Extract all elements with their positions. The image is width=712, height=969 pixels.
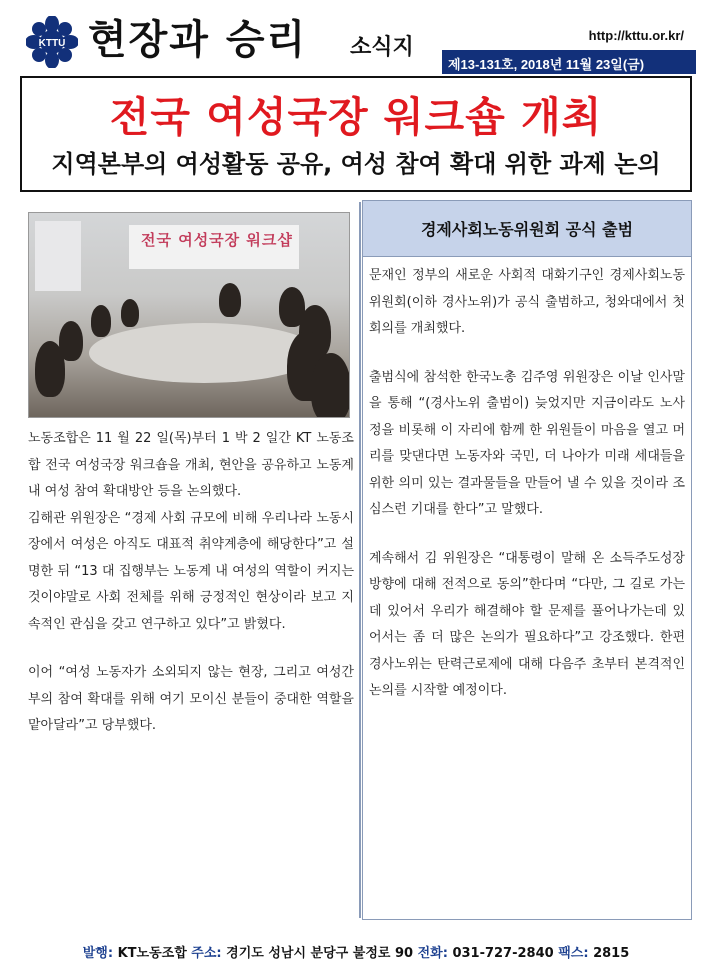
meeting-table [89,323,319,383]
issue-info: 제13-131호, 2018년 11월 23일(금) [442,50,696,74]
attendee [311,353,350,418]
article-paragraph: 계속해서 김 위원장은 “대통령이 말해 온 소득주도성장 방향에 대해 전적으로 동의”한다며 “다만, 그 길로 가는데 있어서 우리가 해결해야 할 문제를 풀어나가는데 있어서는 좀 더 많은 논의가 필요하다”고 강조했다. 한편 경사노위는 탄력근로제에 대해 다음주 초부터 본격적인 논의를 시작할 예정이다. [369,550,685,698]
subheadline: 지역본부의 여성활동 공유, 여성 참여 확대 위한 과제 논의 [51,150,661,178]
svg-text:KTTU: KTTU [38,38,66,49]
kttu-logo [26,16,78,68]
address: 경기도 성남시 분당구 불정로 90 [226,946,414,961]
publisher-label: 발행: [82,946,114,961]
attendee [219,283,241,317]
fax: 2815 [593,946,630,961]
article-paragraph: 이어 “여성 노동자가 소외되지 않는 현장, 그리고 여성간부의 참여 확대를 위해 여기 모이신 분들이 중대한 역할을 맡아달라”고 당부했다. [28,665,354,733]
address-label: 주소: [191,946,222,961]
attendee [35,341,65,397]
attendee [91,305,111,337]
column-divider [359,202,361,918]
footer [0,942,712,961]
article-paragraph: 출범식에 참석한 한국노총 김주영 위원장은 이날 인사말을 통해 “(경사노위 출범이) 늦었지만 지금이라도 노사정을 비롯해 이 자리에 함께 한 위원들이 마음을 열고 머리를 맞댄다면 노동자와 국민, 더 나아가 미래 세대들을 위한 의미 있는 결과물들을 만들어 낼 수 있을 것이라 조심스런 기대를 한다”고 말했다. [369,369,685,517]
side-article-title: 경제사회노동위원회 공식 출범 [363,201,691,257]
side-article [362,200,692,920]
projector-screen [35,221,81,291]
headline: 전국 여성국장 워크숍 개최 [109,93,603,141]
fax-label: 팩스: [558,946,589,961]
phone-label: 전화: [417,946,448,961]
article-paragraph: 김해관 위원장은 “경제 사회 규모에 비해 우리나라 노동시장에서 여성은 아직도 대표적 취약계층에 해당한다”고 설명한 뒤 “13 대 집행부는 노동계 내 여성의 역할이 커지는 것이야말로 사회 전체를 위해 긍정적인 현상이라 보고 지속적인 관심을 갖고 연구하고 있다”고 밝혔다. [28,510,354,632]
headline-box [20,76,692,192]
main-article [28,212,354,740]
phone: 031-727-2840 [452,946,554,961]
workshop-photo [28,212,350,418]
article-paragraph: 노동조합은 11 월 22 일(목)부터 1 박 2 일간 KT 노동조합 전국 여성국장 워크숍을 개최, 현안을 공유하고 노동계 내 여성 참여 확대방안 등을 논의했다. [28,431,354,499]
photo-banner-text: 전국 여성국장 워크샵 [141,231,293,249]
publisher: KT노동조합 [117,946,187,961]
newsletter-title: 현장과 승리 [88,16,308,63]
newsletter-subtitle: 소식지 [350,34,414,60]
attendee [121,299,139,327]
article-paragraph: 문재인 정부의 새로운 사회적 대화기구인 경제사회노동위원회(이하 경사노위)가 공식 출범하고, 청와대에서 첫 회의를 개최했다. [369,268,685,336]
website-link[interactable]: http://kttu.or.kr/ [588,28,684,43]
masthead [20,8,692,74]
